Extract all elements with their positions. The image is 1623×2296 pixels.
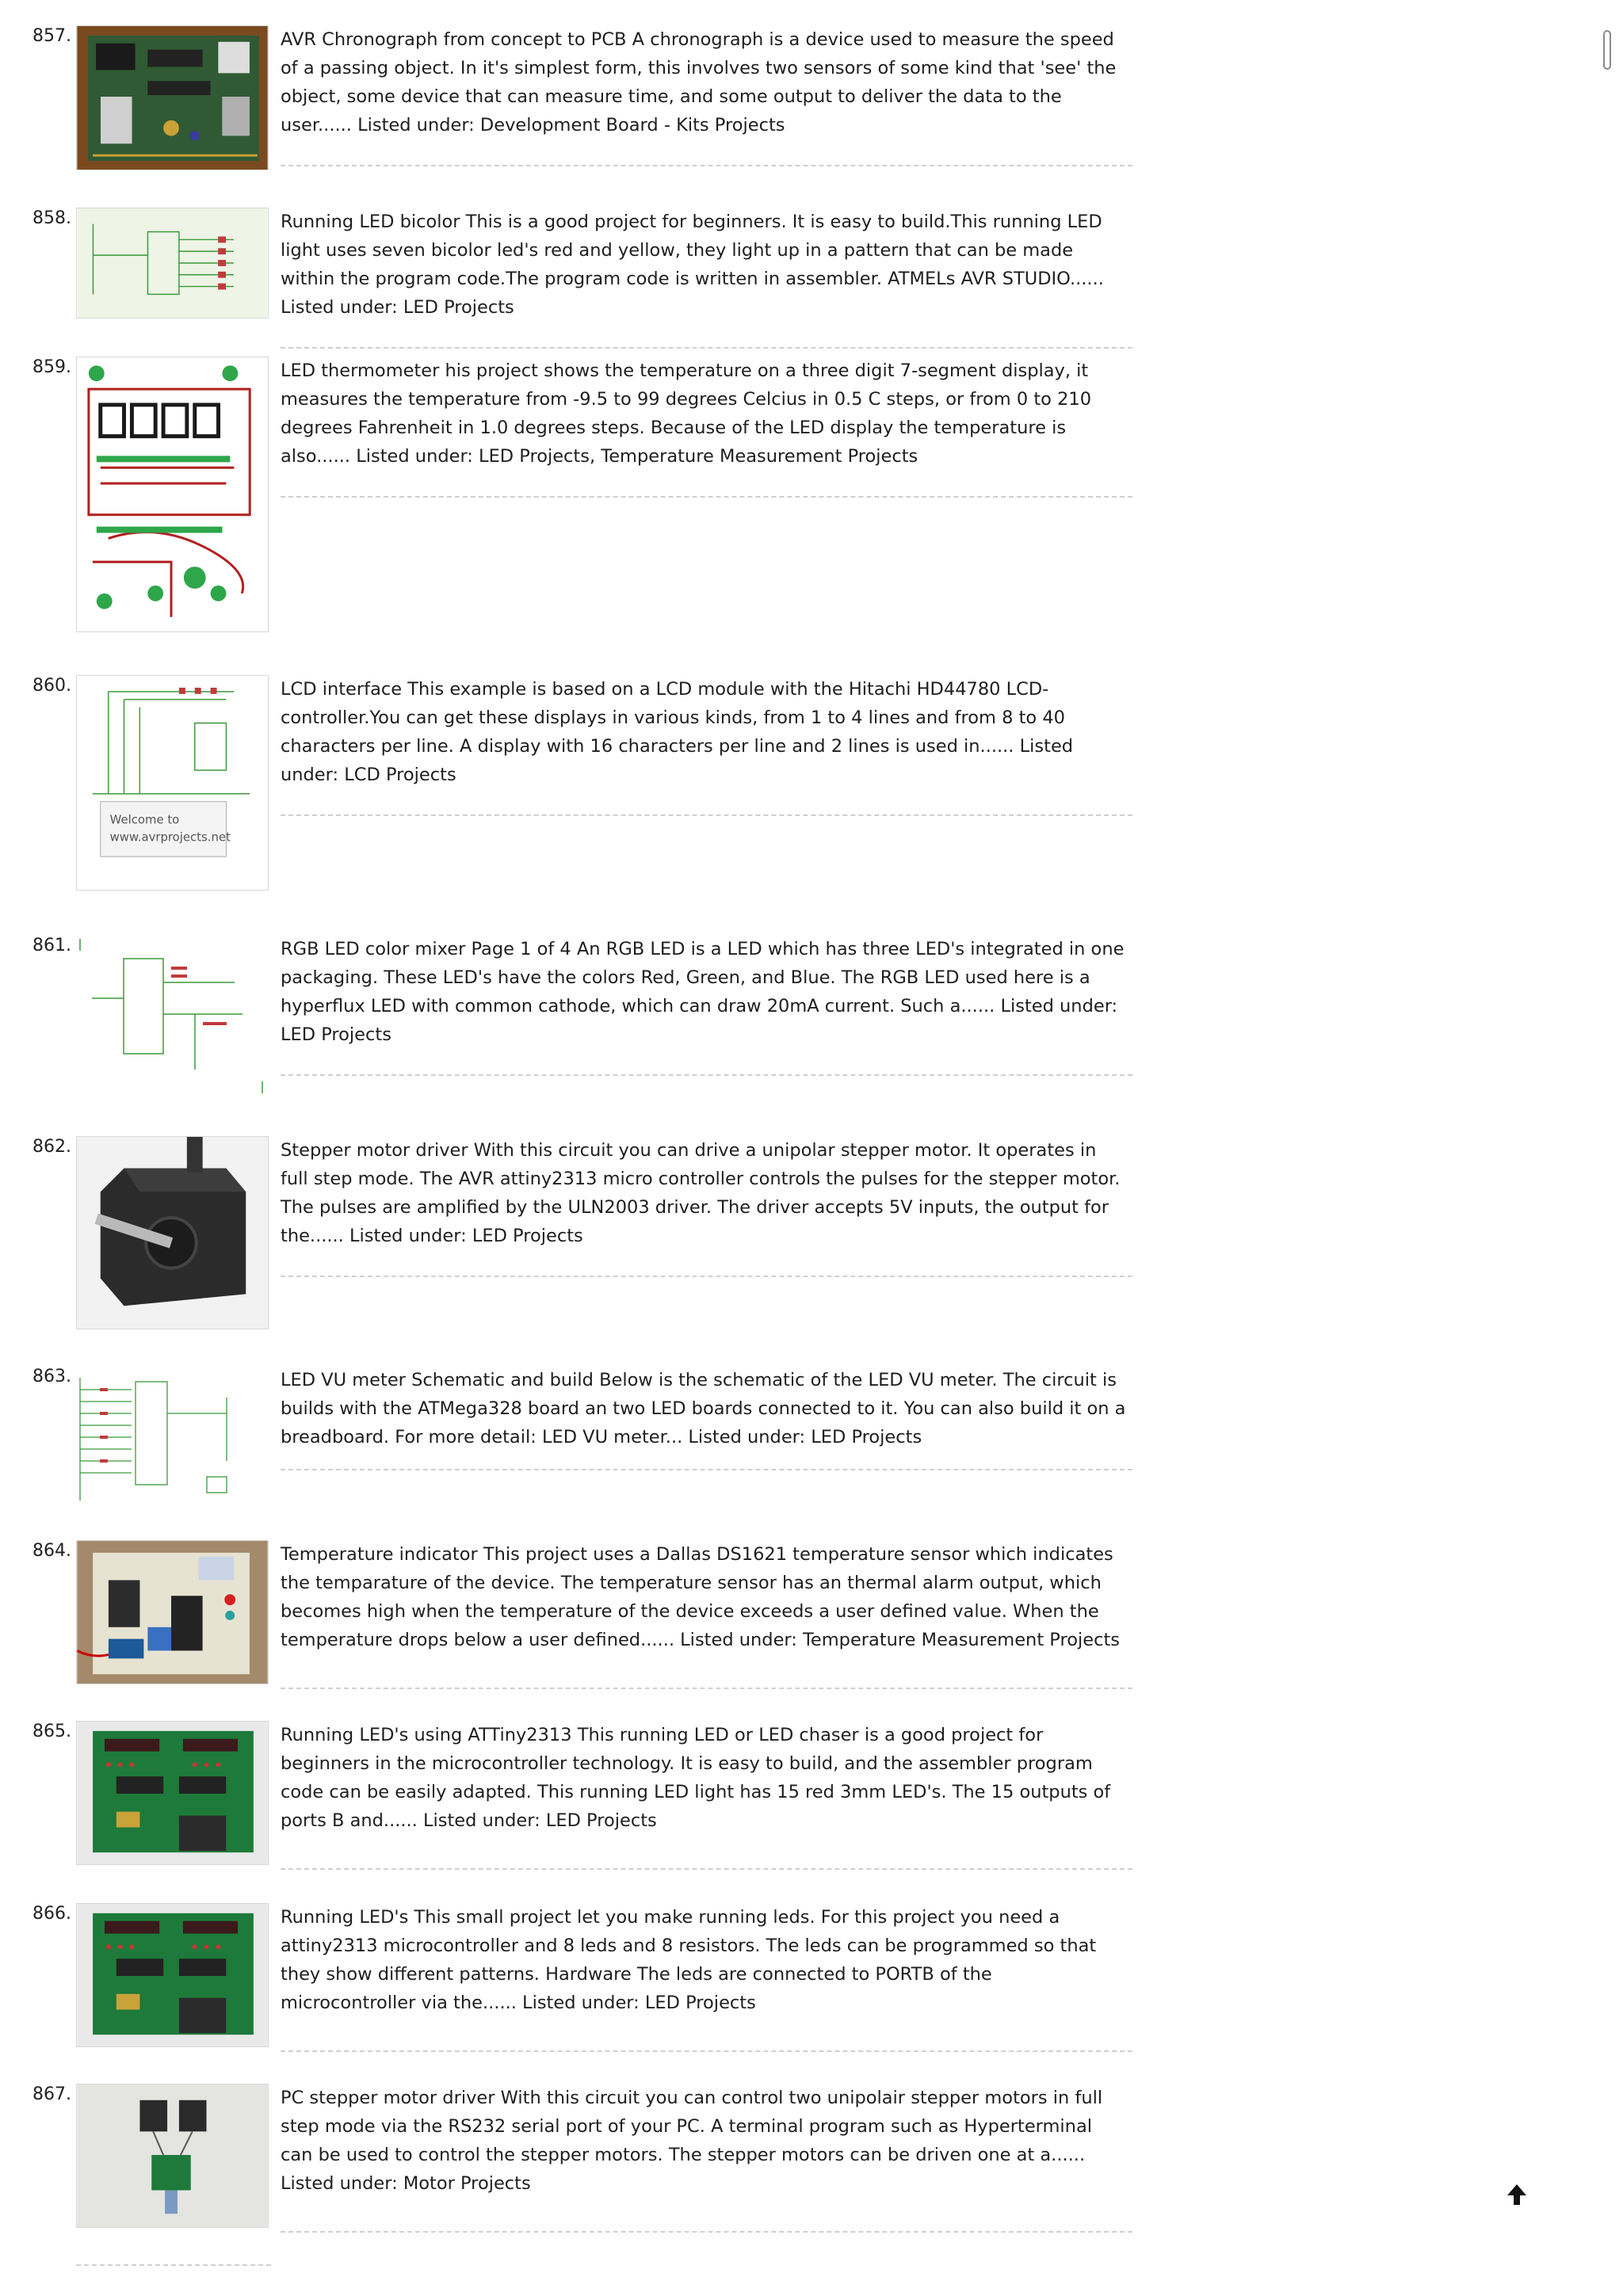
- item-divider: [281, 2050, 1132, 2052]
- item-number: 862.: [32, 1137, 71, 1157]
- item-divider: [281, 1688, 1132, 1689]
- dual-motor-image: [77, 2084, 268, 2227]
- item-number: 863.: [32, 1367, 71, 1386]
- project-link[interactable]: LED VU meter Schematic and build Below is the schematic of the LED VU meter. The circuit is builds with the ATMega328 board an two LED boards connected to it. You can also build it on a breadboard. For more detail: LED VU meter... Listed under: LED Projects: [281, 1370, 1126, 1447]
- item-divider: [281, 814, 1132, 816]
- item-number: 857.: [32, 26, 71, 46]
- project-link[interactable]: Temperature indicator This project uses a Dallas DS1621 temperature sensor which indicates the temparature of the device. The temperature sensor has an thermal alarm output, which becomes high when the temperature of the device exceeds a user defined value. When the temperature drops below a user defined...... Listed under: Temperature Measurement Projects: [281, 1544, 1120, 1650]
- schematic-image: [77, 208, 268, 318]
- item-divider: [281, 1469, 1132, 1470]
- project-thumbnail[interactable]: [76, 357, 269, 632]
- project-link[interactable]: Stepper motor driver With this circuit you can drive a unipolar stepper motor. It operates in full step mode. The AVR attiny2313 micro controller controls the pulses for the stepper motor. The pulses are amplified by the ULN2003 driver. The driver accepts 5V inputs, the output for the...... Listed under: LED Projects: [281, 1140, 1121, 1246]
- item-divider: [281, 1276, 1132, 1277]
- item-number: 858.: [32, 208, 71, 228]
- project-thumbnail[interactable]: [76, 208, 269, 318]
- item-number: 861.: [32, 936, 71, 955]
- project-description[interactable]: [281, 1540, 1128, 1654]
- item-number: 865.: [32, 1722, 71, 1741]
- project-link[interactable]: Running LED's This small project let you make running leds. For this project you need a attiny2313 microcontroller and 8 leds and 8 resistors. The leds can be programmed so that they show different patterns. Hardware The leds are connected to PORTB of the microcontroller via the...... Listed under: LED Projects: [281, 1907, 1097, 2013]
- project-link[interactable]: AVR Chronograph from concept to PCB A chronograph is a device used to measure the speed of a passing object. In it's simplest form, this involves two sensors of some kind that 'see' the object, some device that can measure time, and some output to deliver the data to the user...... Listed under: Development Board - Kits Projects: [281, 29, 1117, 135]
- item-divider: [281, 1868, 1132, 1870]
- project-thumbnail[interactable]: [76, 1721, 269, 1865]
- project-description[interactable]: [281, 675, 1128, 789]
- project-description[interactable]: [281, 25, 1128, 139]
- item-number: 860.: [32, 676, 71, 696]
- item-divider: [76, 2264, 271, 2266]
- project-description[interactable]: [281, 357, 1128, 471]
- green-board-image: [77, 1904, 268, 2046]
- item-divider: [281, 2231, 1132, 2233]
- project-thumbnail[interactable]: [76, 1136, 269, 1329]
- project-link[interactable]: Running LED's using ATTiny2313 This running LED or LED chaser is a good project for beginners in the microcontroller technology. It is easy to build, and the assembler program code can be easily adapted. This running LED light has 15 red 3mm LED's. The 15 outputs of ports B and...... Listed under: LED Projects: [281, 1725, 1111, 1831]
- small-board-image: [77, 1541, 268, 1684]
- project-thumbnail[interactable]: [76, 2084, 269, 2228]
- project-description[interactable]: [281, 935, 1128, 1049]
- project-description[interactable]: [281, 2084, 1128, 2198]
- item-divider: [281, 165, 1132, 166]
- project-link[interactable]: RGB LED color mixer Page 1 of 4 An RGB LED is a LED which has three LED's integrated in one packaging. These LED's have the colors Red, Green, and Blue. The RGB LED used here is a hyperflux LED with common cathode, which can draw 20mA current. Such a...... Listed under: LED Projects: [281, 939, 1125, 1045]
- schematic-image: [76, 935, 269, 1097]
- project-description[interactable]: [281, 1136, 1128, 1250]
- project-thumbnail[interactable]: [76, 1366, 269, 1513]
- project-thumbnail[interactable]: [76, 1903, 269, 2047]
- project-description[interactable]: [281, 1721, 1128, 1835]
- back-to-top-button[interactable]: [1501, 2179, 1533, 2210]
- project-thumbnail[interactable]: [76, 935, 269, 1097]
- item-divider: [281, 347, 1132, 349]
- project-thumbnail[interactable]: [76, 675, 269, 891]
- project-description[interactable]: [281, 1366, 1128, 1451]
- project-description[interactable]: [281, 208, 1128, 322]
- scrollbar-thumb[interactable]: [1603, 30, 1611, 70]
- item-number: 864.: [32, 1541, 71, 1561]
- schematic-image: [76, 1366, 269, 1513]
- project-link[interactable]: Running LED bicolor This is a good project for beginners. It is easy to build.This running LED light uses seven bicolor led's red and yellow, they light up in a pattern that can be made within the program code.The program code is written in assembler. ATMELs AVR STUDIO...... Listed under: LED Projects: [281, 212, 1104, 318]
- project-link[interactable]: LED thermometer his project shows the temperature on a three digit 7-segment display, it measures the temperature from -9.5 to 99 degrees Celcius in 0.5 C steps, or from 0 to 210 degrees Fahrenheit in 1.0 degrees steps. Because of the LED display the temperature is also...... Listed under: LED Projects, Temperature Measurement Projects: [281, 360, 1092, 467]
- project-description[interactable]: [281, 1903, 1128, 2017]
- item-number: 867.: [32, 2084, 71, 2104]
- item-number: 859.: [32, 357, 71, 377]
- pcb-photo-image: [77, 26, 268, 170]
- project-link[interactable]: PC stepper motor driver With this circuit you can control two unipolair stepper motors in full step mode via the RS232 serial port of your PC. A terminal program such as Hyperterminal can be used to control the stepper motors. The stepper motors can be driven one at a...... Listed under: Motor Projects: [281, 2088, 1103, 2194]
- lcd-schematic-image: [77, 676, 268, 890]
- green-board-image: [77, 1722, 268, 1864]
- pcb-layout-image: [77, 357, 268, 631]
- item-divider: [281, 496, 1132, 498]
- lcd-display-text: Welcome to www.avrprojects.net: [109, 812, 231, 845]
- project-thumbnail[interactable]: [76, 1540, 269, 1684]
- project-link[interactable]: LCD interface This example is based on a LCD module with the Hitachi HD44780 LCD-controller.You can get these displays in various kinds, from 1 to 4 lines and from 8 to 40 characters per line. A display with 16 characters per line and 2 lines is used in...... Listed under: LCD Projects: [281, 679, 1074, 785]
- project-thumbnail[interactable]: [76, 25, 269, 170]
- item-divider: [281, 1074, 1132, 1076]
- item-number: 866.: [32, 1904, 71, 1924]
- stepper-motor-image: [77, 1137, 268, 1329]
- arrow-up-icon: [1506, 2183, 1528, 2206]
